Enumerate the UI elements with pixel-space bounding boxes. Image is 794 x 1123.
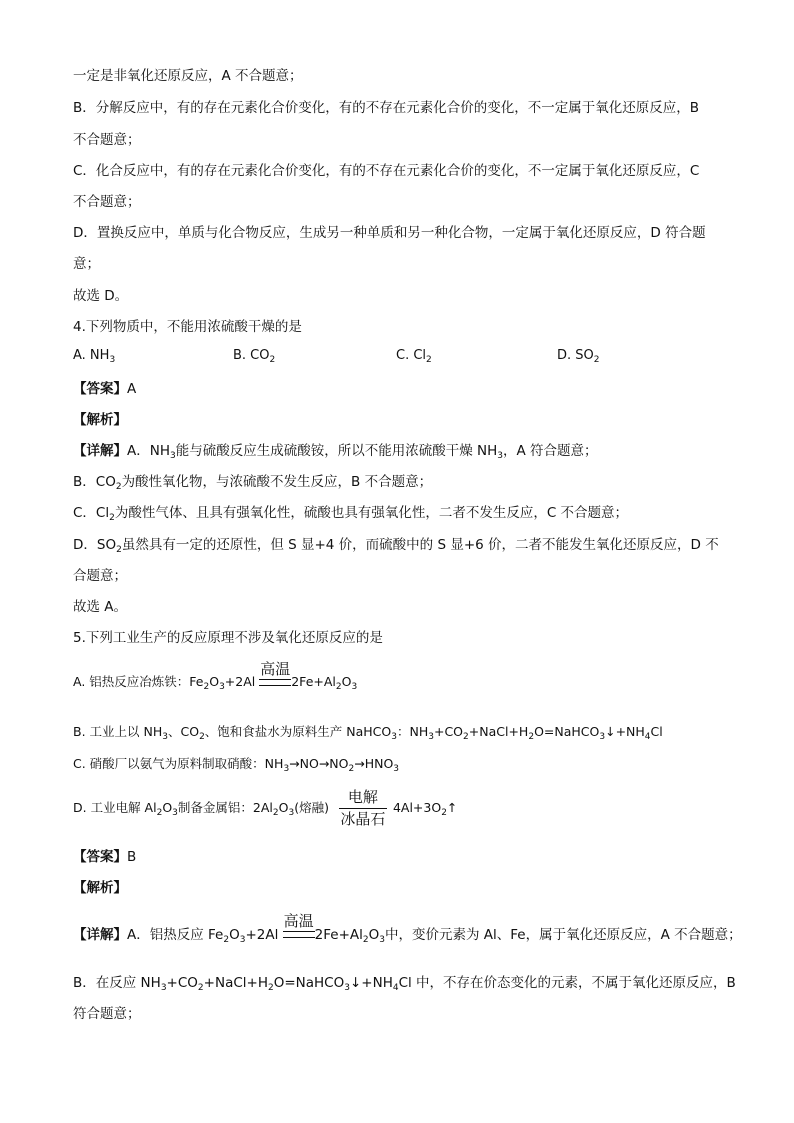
answer-value: A xyxy=(127,381,137,397)
answer-line xyxy=(73,847,136,867)
detail-line: 【详解】A．铝热反应 $Fe_2O_3+2Al$ 高温 $2Fe+Al_2O_3$中，变价元素为 Al、Fe，属于氧化还原反应，A 不合题意； xyxy=(73,912,742,945)
answer-label: 【答案】 xyxy=(73,849,127,865)
detail-line: B．在反应 $NH_3+CO_2+NaCl+H_2O=NaHCO_3↓+NH_4Cl$ 中，不存在价态变化的元素，不属于氧化还原反应，B xyxy=(73,975,736,993)
text-line: 不合题意； xyxy=(73,132,141,148)
question-5-stem: 5.下列工业生产的反应原理不涉及氧化还原反应的是 xyxy=(73,630,383,646)
text-line: C．化合反应中，有的存在元素化合价变化，有的不存在元素化合价的变化，不一定属于氧化还原反应，C xyxy=(73,163,700,179)
text-line: 意； xyxy=(73,256,100,272)
reaction-condition: 高温 xyxy=(283,913,315,939)
option-c: C. $Cl_2$ xyxy=(396,348,432,365)
option-a: A. 铝热反应冶炼铁：$Fe_2O_3+2Al$ 高温 $2Fe+Al_2O_3$ xyxy=(73,659,358,692)
detail-line: 合题意； xyxy=(73,568,127,584)
option-b: B. $CO_2$ xyxy=(233,348,276,365)
reaction-condition: 电解 冰晶石 xyxy=(340,788,386,828)
option-c: C. 硝酸厂以氨气为原料制取硝酸：$NH_3\to NO\to NO_2\to HNO_3$ xyxy=(73,756,400,774)
detail-line: 故选 A。 xyxy=(73,599,128,615)
option-a: A. $NH_3$ xyxy=(73,348,116,365)
detail-line: B．$CO_2$为酸性氧化物，与浓硫酸不发生反应，B 不合题意； xyxy=(73,474,433,492)
reaction-condition: 高温 xyxy=(259,661,291,687)
text-line: 故选 D。 xyxy=(73,288,129,304)
text-line: 一定是非氧化还原反应，A 不合题意； xyxy=(73,68,303,84)
option-b: B. 工业上以 $NH_3$、$CO_2$、饱和食盐水为原料生产 NaHCO$_3$：$NH_3+CO_2+NaCl+H_2O=NaHCO_3↓+NH_4Cl$ xyxy=(73,724,663,742)
detail-line: D．$SO_2$虽然具有一定的还原性，但 S 显+4 价，而硫酸中的 S 显+6 价，二者不能发生氧化还原反应，D 不 xyxy=(73,537,719,555)
detail-line: C．$Cl_2$为酸性气体、且具有强氧化性，硫酸也具有强氧化性，二者不发生反应，C 不合题意； xyxy=(73,505,629,523)
detail-label: 【详解】 xyxy=(73,927,127,943)
answer-label: 【答案】 xyxy=(73,381,127,397)
answer-value: B xyxy=(127,849,137,865)
detail-label: 【详解】 xyxy=(73,443,127,459)
analysis-label: 【解析】 xyxy=(73,880,127,896)
answer-line xyxy=(73,379,136,399)
detail-line: 【详解】A．$NH_3$能与硫酸反应生成硫酸铵，所以不能用浓硫酸干燥 $NH_3$，A 符合题意； xyxy=(73,443,598,461)
text-line: D．置换反应中，单质与化合物反应，生成另一种单质和另一种化合物，一定属于氧化还原反应，D 符合题 xyxy=(73,225,706,241)
detail-line: 符合题意； xyxy=(73,1006,141,1022)
question-4-options xyxy=(73,348,733,368)
text-line: 不合题意； xyxy=(73,194,141,210)
analysis-label: 【解析】 xyxy=(73,412,127,428)
text-line: B．分解反应中，有的存在元素化合价变化，有的不存在元素化合价的变化，不一定属于氧化还原反应，B xyxy=(73,100,700,116)
option-d: D. 工业电解 $Al_2O_3$制备金属铝：$2Al_2O_3$(熔融) 电解 冰晶石 $4Al+3O_2↑$ xyxy=(73,788,458,828)
option-d: D. $SO_2$ xyxy=(557,348,600,365)
question-4-stem: 4.下列物质中，不能用浓硫酸干燥的是 xyxy=(73,319,302,335)
